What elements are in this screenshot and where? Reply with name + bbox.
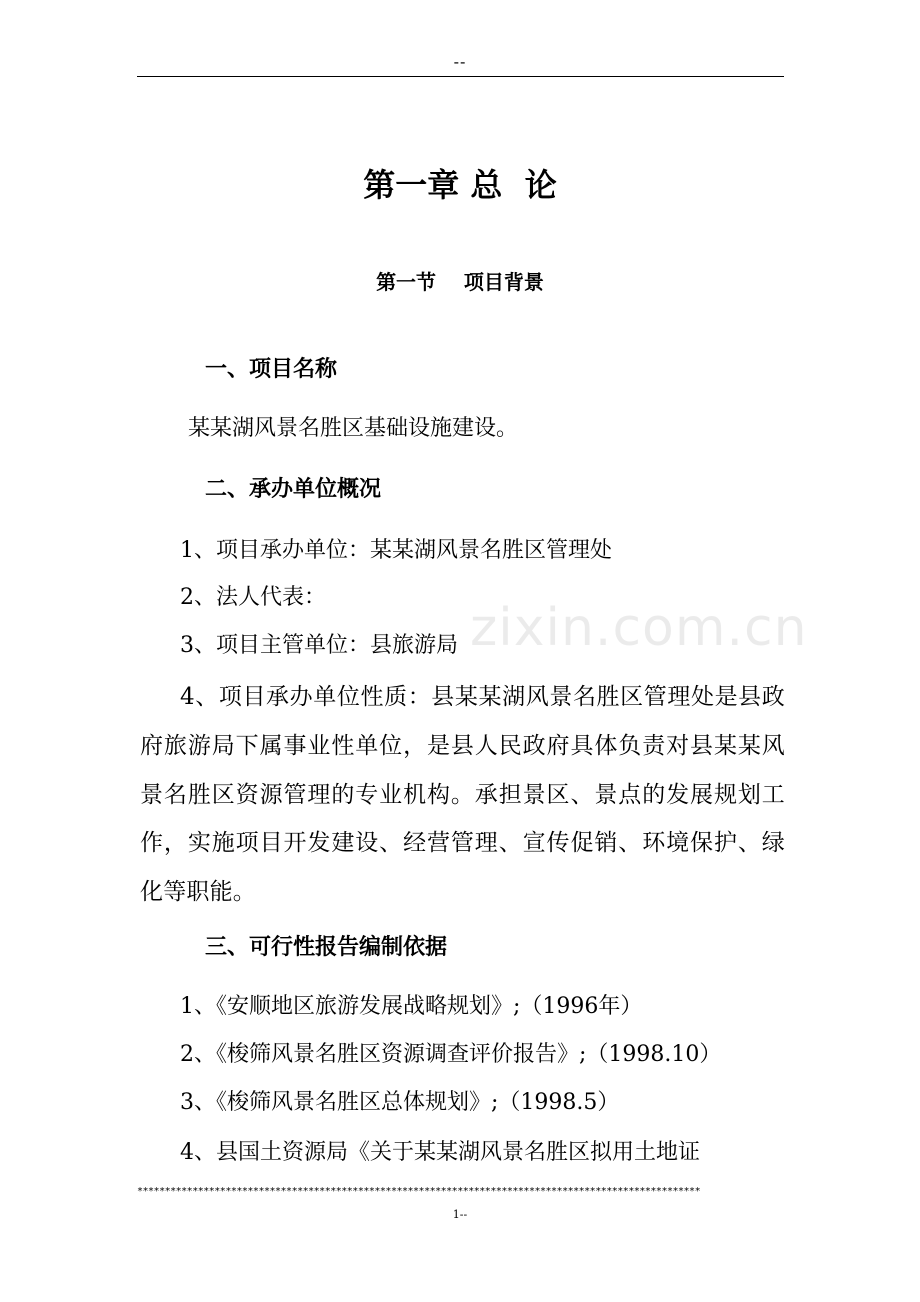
page-number: 1-- (452, 1208, 468, 1221)
section-heading-project-name: 一、项目名称 (205, 357, 338, 382)
header-rule (137, 76, 784, 77)
organizer-item-3: 3、项目主管单位：县旅游局 (180, 633, 458, 658)
section-title: 第一节 项目背景 (376, 270, 544, 294)
chapter-title: 第一章 总 论 (363, 166, 557, 204)
header-mark: -- (453, 52, 467, 71)
section-heading-organizer: 二、承办单位概况 (205, 477, 382, 502)
basis-item-3: 3、《梭筛风景名胜区总体规划》;（1998.5） (180, 1090, 620, 1115)
watermark: zixin.com.cn (470, 598, 808, 658)
basis-item-2: 2、《梭筛风景名胜区资源调查评价报告》;（1998.10） (180, 1042, 722, 1067)
basis-item-4: 4、县国土资源局《关于某某湖风景名胜区拟用土地证 (180, 1140, 700, 1165)
organizer-nature-paragraph: 4、项目承办单位性质：县某某湖风景名胜区管理处是县政府旅游局下属事业性单位，是县人民政府具体负责对县某某风景名胜区资源管理的专业机构。承担景区、景点的发展规划工作，实施项目开发建设、经营管理、宣传促销、环境保护、绿化等职能。 (140, 684, 785, 906)
section-heading-basis: 三、可行性报告编制依据 (205, 935, 448, 960)
project-name-text: 某某湖风景名胜区基础设施建设。 (188, 416, 519, 441)
organizer-item-2: 2、法人代表： (180, 585, 326, 610)
basis-item-1: 1、《安顺地区旅游发展战略规划》;（1996年） (180, 994, 643, 1019)
footer-divider: ****************************************************************************************************** (137, 1186, 701, 1197)
organizer-item-1: 1、项目承办单位：某某湖风景名胜区管理处 (180, 538, 612, 563)
